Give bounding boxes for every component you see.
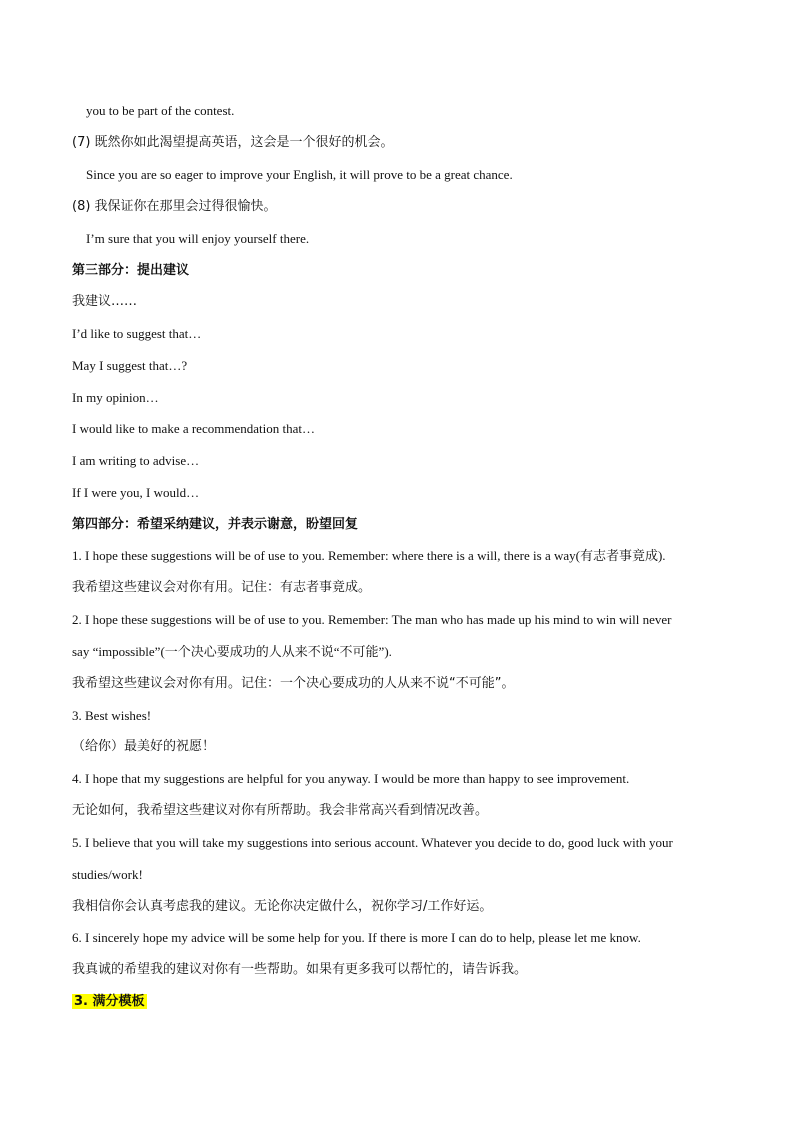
text-line: say “impossible”(一个决心要成功的人从来不说“不可能”). bbox=[72, 644, 392, 659]
text-line: I would like to make a recommendation that… bbox=[72, 421, 315, 436]
text-line: studies/work! bbox=[72, 867, 143, 882]
text-line: (8) 我保证你在那里会过得很愉快。 bbox=[72, 199, 277, 214]
text-line: 无论如何，我希望这些建议对你有所帮助。我会非常高兴看到情况改善。 bbox=[72, 803, 489, 818]
text-line: 我希望这些建议会对你有用。记住：有志者事竟成。 bbox=[72, 580, 372, 595]
text-line: Since you are so eager to improve your English, it will prove to be a great chance. bbox=[86, 167, 513, 182]
section-heading: 第四部分：希望采纳建议，并表示谢意，盼望回复 bbox=[72, 517, 359, 532]
highlighted-heading: 3. 满分模板 bbox=[74, 994, 145, 1009]
text-line: May I suggest that…? bbox=[72, 358, 188, 373]
text-line: 4. I hope that my suggestions are helpful for you anyway. I would be more than happy to see improvement. bbox=[72, 771, 630, 786]
text-line: you to be part of the contest. bbox=[86, 103, 235, 118]
text-line: 2. I hope these suggestions will be of use to you. Remember: The man who has made up his mind to win will never bbox=[72, 612, 672, 627]
text-line: 我建议…… bbox=[72, 294, 138, 309]
text-line: I am writing to advise… bbox=[72, 453, 200, 468]
text-line: (7) 既然你如此渴望提高英语，这会是一个很好的机会。 bbox=[72, 135, 394, 150]
text-line: 3. Best wishes! bbox=[72, 708, 152, 723]
text-line: 5. I believe that you will take my suggestions into serious account. Whatever you decide to do, good luck with your bbox=[72, 835, 673, 850]
text-line: 我希望这些建议会对你有用。记住：一个决心要成功的人从来不说“不可能”。 bbox=[72, 676, 515, 691]
text-line: I’m sure that you will enjoy yourself there. bbox=[86, 231, 310, 246]
text-line: （给你）最美好的祝愿！ bbox=[72, 739, 216, 754]
text-line bbox=[72, 994, 147, 1010]
text-line: 1. I hope these suggestions will be of use to you. Remember: where there is a will, there is a way(有志者事竟成). bbox=[72, 548, 666, 563]
text-line: 我相信你会认真考虑我的建议。无论你决定做什么，祝你学习/工作好运。 bbox=[72, 899, 493, 914]
section-heading: 第三部分：提出建议 bbox=[72, 263, 190, 278]
text-line: I’d like to suggest that… bbox=[72, 326, 202, 341]
text-line: 6. I sincerely hope my advice will be some help for you. If there is more I can do to help, please let me know. bbox=[72, 930, 641, 945]
text-line: 我真诚的希望我的建议对你有一些帮助。如果有更多我可以帮忙的，请告诉我。 bbox=[72, 962, 528, 977]
text-line: In my opinion… bbox=[72, 390, 159, 405]
text-line: If I were you, I would… bbox=[72, 485, 200, 500]
